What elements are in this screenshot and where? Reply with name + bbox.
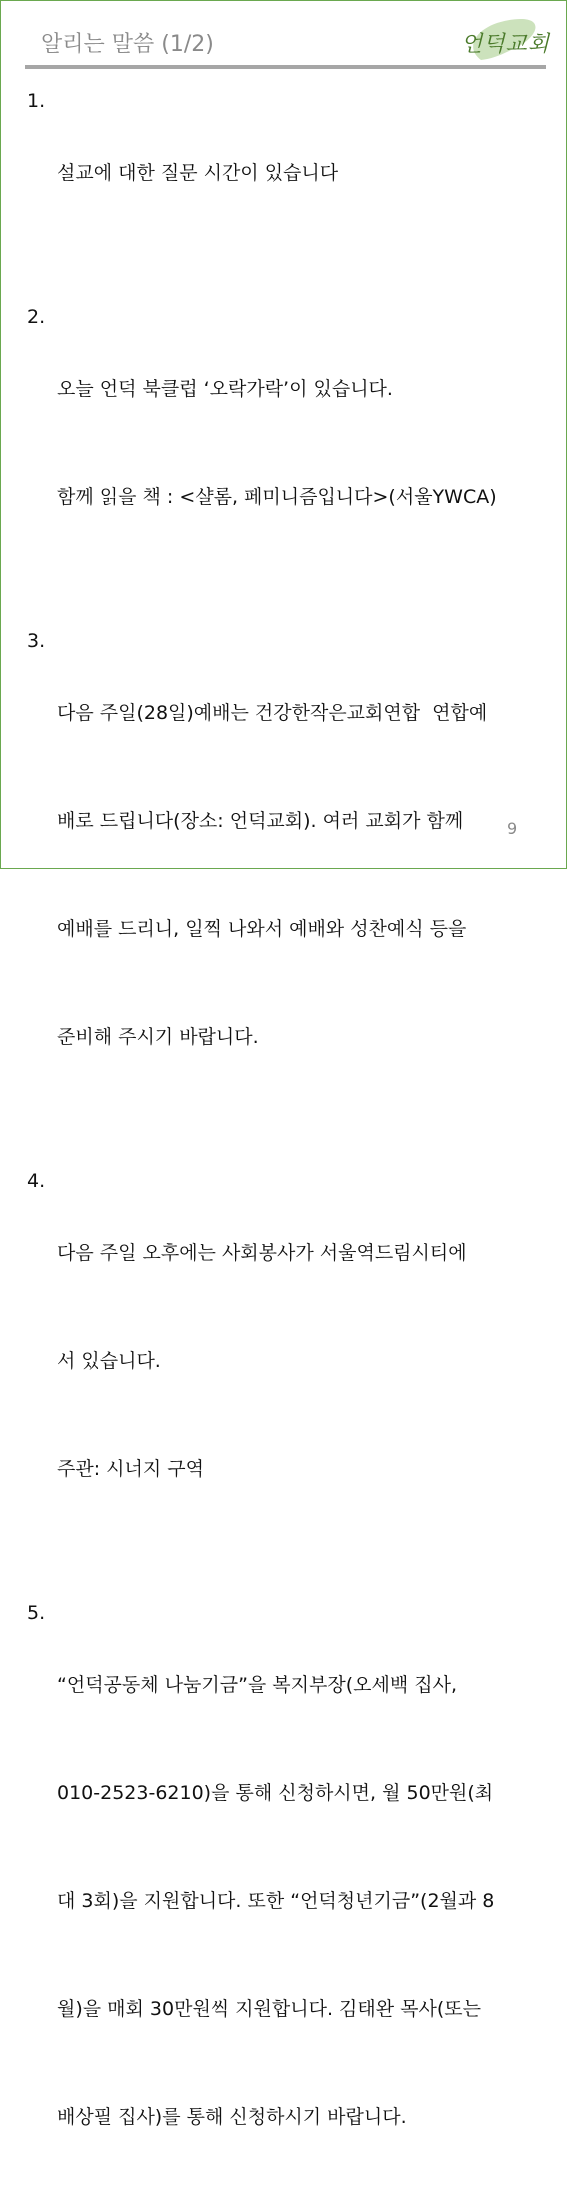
announcement-item-3 bbox=[27, 623, 557, 1127]
item-line: 배상필 집사)를 통해 신청하시기 바랍니다. bbox=[57, 2106, 407, 2128]
announcement-item-2 bbox=[27, 299, 557, 587]
item-line: 월)을 매회 30만원씩 지원합니다. 김태완 목사(또는 bbox=[57, 1998, 481, 2020]
item-line: 오늘 언덕 북클럽 ‘오락가락’이 있습니다. bbox=[57, 378, 393, 400]
item-number: 5. bbox=[27, 1602, 46, 1624]
item-number: 2. bbox=[27, 306, 46, 328]
item-line: “언덕공동체 나눔기금”을 복지부장(오세백 집사, bbox=[57, 1674, 457, 1696]
item-line: 설교에 대한 질문 시간이 있습니다 bbox=[57, 162, 339, 184]
item-number: 3. bbox=[27, 630, 46, 652]
announcement-list bbox=[27, 83, 557, 2207]
item-line: 함께 읽을 책 : <샬롬, 페미니즘입니다>(서울YWCA) bbox=[57, 486, 497, 508]
item-line: 다음 주일 오후에는 사회봉사가 서울역드림시티에 bbox=[57, 1242, 467, 1264]
announcement-item-4 bbox=[27, 1163, 557, 1559]
item-line: 주관: 시너지 구역 bbox=[57, 1458, 204, 1480]
item-line: 대 3회)을 지원합니다. 또한 “언덕청년기금”(2월과 8 bbox=[57, 1890, 495, 1912]
item-number: 1. bbox=[27, 90, 46, 112]
announcement-item-5 bbox=[27, 1595, 557, 2207]
item-line: 배로 드립니다(장소: 언덕교회). 여러 교회가 함께 bbox=[57, 810, 464, 832]
item-number: 4. bbox=[27, 1170, 46, 1192]
item-line: 준비해 주시기 바랍니다. bbox=[57, 1026, 259, 1048]
header-divider bbox=[25, 65, 546, 69]
page-number: 9 bbox=[507, 819, 518, 838]
church-logo-text: 언덕교회 bbox=[461, 32, 551, 57]
item-line: 서 있습니다. bbox=[57, 1350, 161, 1372]
page-title: 알리는 말씀 (1/2) bbox=[41, 32, 214, 57]
item-line: 예배를 드리니, 일찍 나와서 예배와 성찬예식 등을 bbox=[57, 918, 467, 940]
item-line: 010-2523-6210)을 통해 신청하시면, 월 50만원(최 bbox=[57, 1782, 494, 1804]
announcement-item-1 bbox=[27, 83, 557, 263]
item-line: 다음 주일(28일)예배는 건강한작은교회연합 연합예 bbox=[57, 702, 488, 724]
